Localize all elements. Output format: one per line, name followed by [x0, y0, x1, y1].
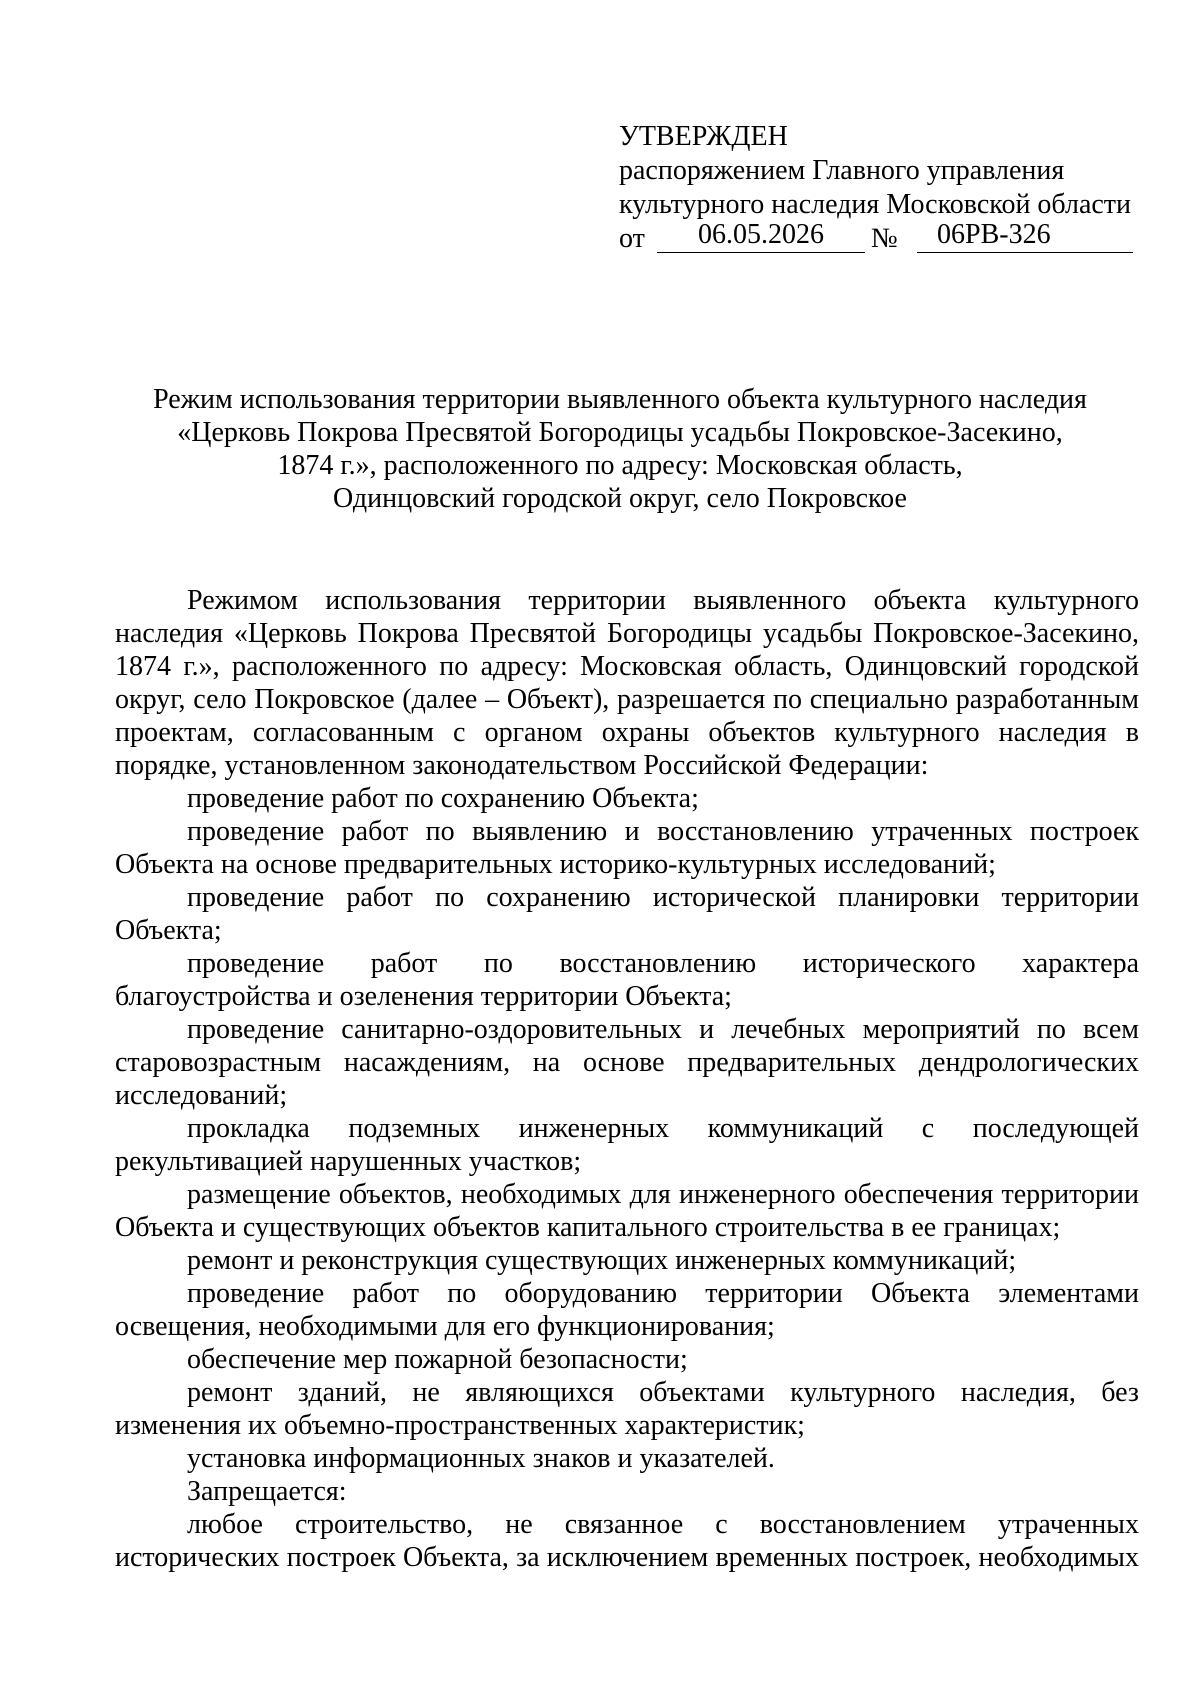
document-title: [110, 383, 1130, 515]
approval-issuer-line-2: культурного наследия Московской области: [619, 189, 1132, 220]
order-date: 06.05.2026: [657, 218, 865, 253]
allowed-item-1: проведение работ по сохранению Объекта;: [187, 783, 699, 814]
document-body: [115, 584, 1139, 1574]
allowed-item-11: ремонт зданий, не являющихся объектами культурного наследия, без изменения их объемно-пространственных характеристик;: [115, 1377, 1139, 1441]
prohibited-heading: Запрещается:: [187, 1476, 347, 1507]
from-label: от: [619, 223, 645, 254]
allowed-item-12: установка информационных знаков и указателей.: [187, 1443, 775, 1474]
allowed-item-7: размещение объектов, необходимых для инженерного обеспечения территории Объекта и существующих объектов капитального строительства в ее границах;: [115, 1179, 1139, 1243]
title-line-4: Одинцовский городской округ, село Покровское: [333, 483, 907, 514]
allowed-item-4: проведение работ по восстановлению исторического характера благоустройства и озеленения территории Объекта;: [115, 948, 1139, 1012]
intro-paragraph: Режимом использования территории выявленного объекта культурного наследия «Церковь Покрова Пресвятой Богородицы усадьбы Покровское-Засекино, 1874 г.», расположенного по адресу: Московская область, Одинцовский городской округ, село Покровское (далее – Объект), разрешается по специально разработанным проектам, согласованным с органом охраны объектов культурного наследия в порядке, установленном законодательством Российской Федерации:: [115, 585, 1139, 781]
approval-heading: УТВЕРЖДЕН: [619, 121, 788, 152]
title-line-2: «Церковь Покрова Пресвятой Богородицы усадьбы Покровское-Засекино,: [177, 417, 1063, 448]
allowed-item-8: ремонт и реконструкция существующих инженерных коммуникаций;: [187, 1245, 1017, 1276]
order-number-field: [917, 218, 1133, 253]
prohibited-item-1: любое строительство, не связанное с восстановлением утраченных исторических построек Объекта, за исключением временных построек, необходимых: [115, 1509, 1139, 1573]
order-number: 06РВ-326: [937, 219, 1051, 250]
approval-reference: [619, 219, 1139, 256]
allowed-item-6: прокладка подземных инженерных коммуникаций с последующей рекультивацией нарушенных участков;: [115, 1113, 1139, 1177]
approval-issuer-line-1: распоряжением Главного управления: [619, 155, 1065, 186]
allowed-item-2: проведение работ по выявлению и восстановлению утраченных построек Объекта на основе предварительных историко-культурных исследований;: [115, 816, 1139, 880]
allowed-item-5: проведение санитарно-оздоровительных и лечебных мероприятий по всем старовозрастным насаждениям, на основе предварительных дендрологических исследований;: [115, 1014, 1139, 1111]
allowed-item-3: проведение работ по сохранению исторической планировки территории Объекта;: [115, 882, 1139, 946]
number-sign: №: [871, 223, 898, 254]
allowed-item-10: обеспечение мер пожарной безопасности;: [187, 1344, 688, 1375]
allowed-item-9: проведение работ по оборудованию территории Объекта элементами освещения, необходимыми для его функционирования;: [115, 1278, 1139, 1342]
title-line-3: 1874 г.», расположенного по адресу: Московская область,: [277, 450, 963, 481]
approval-stamp: [619, 120, 1139, 256]
title-line-1: Режим использования территории выявленного объекта культурного наследия: [153, 384, 1087, 415]
